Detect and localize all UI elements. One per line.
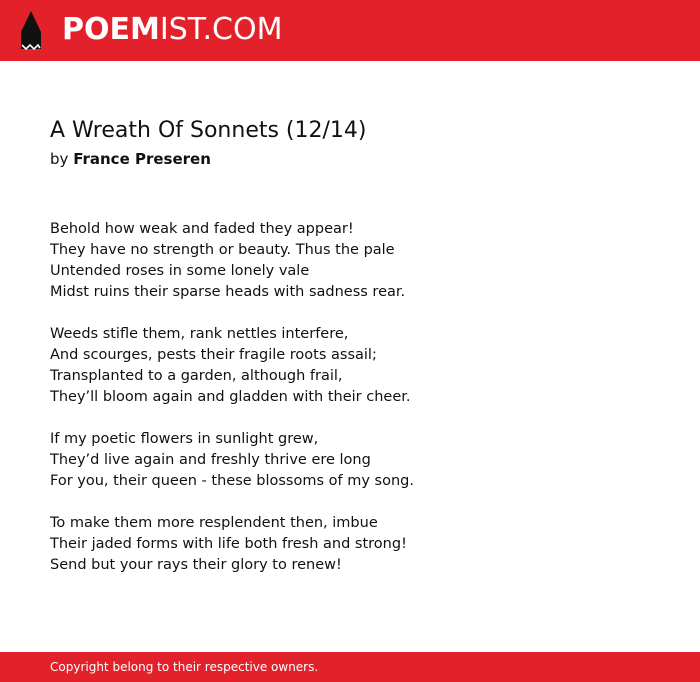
poem-line: Transplanted to a garden, although frail, bbox=[50, 368, 343, 384]
poem-line: To make them more resplendent then, imbue bbox=[50, 515, 378, 531]
poem-line: Behold how weak and faded they appear! bbox=[50, 221, 354, 237]
poem-line: For you, their queen - these blossoms of my song. bbox=[50, 473, 414, 489]
stanza bbox=[50, 513, 650, 576]
poem-line: And scourges, pests their fragile roots assail; bbox=[50, 347, 377, 363]
site-logo[interactable] bbox=[62, 12, 282, 48]
pencil-logo-icon[interactable] bbox=[18, 10, 44, 52]
poem-line: Untended roses in some lonely vale bbox=[50, 263, 310, 279]
by-label: by bbox=[50, 150, 69, 168]
byline bbox=[50, 149, 211, 169]
poem-title: A Wreath Of Sonnets (12/14) bbox=[50, 118, 367, 143]
poem-line: They’d live again and freshly thrive ere long bbox=[50, 452, 371, 468]
stanza bbox=[50, 219, 650, 303]
copyright-notice: Copyright belong to their respective owners. bbox=[50, 660, 319, 674]
author-name: France Preseren bbox=[73, 150, 211, 168]
stanza bbox=[50, 324, 650, 408]
stanza bbox=[50, 429, 650, 492]
logo-text-light: IST.COM bbox=[159, 12, 283, 47]
poem-line: Midst ruins their sparse heads with sadness rear. bbox=[50, 284, 406, 300]
site-footer bbox=[0, 652, 700, 682]
site-header bbox=[0, 0, 700, 61]
poem-line: They have no strength or beauty. Thus the pale bbox=[50, 242, 395, 258]
poem-body bbox=[50, 219, 650, 597]
logo-text-bold: POEM bbox=[62, 12, 160, 47]
poem-line: Send but your rays their glory to renew! bbox=[50, 557, 342, 573]
poem-line: If my poetic flowers in sunlight grew, bbox=[50, 431, 319, 447]
poem-line: Their jaded forms with life both fresh and strong! bbox=[50, 536, 407, 552]
poem-line: Weeds stifle them, rank nettles interfere, bbox=[50, 326, 349, 342]
poem-line: They’ll bloom again and gladden with their cheer. bbox=[50, 389, 411, 405]
